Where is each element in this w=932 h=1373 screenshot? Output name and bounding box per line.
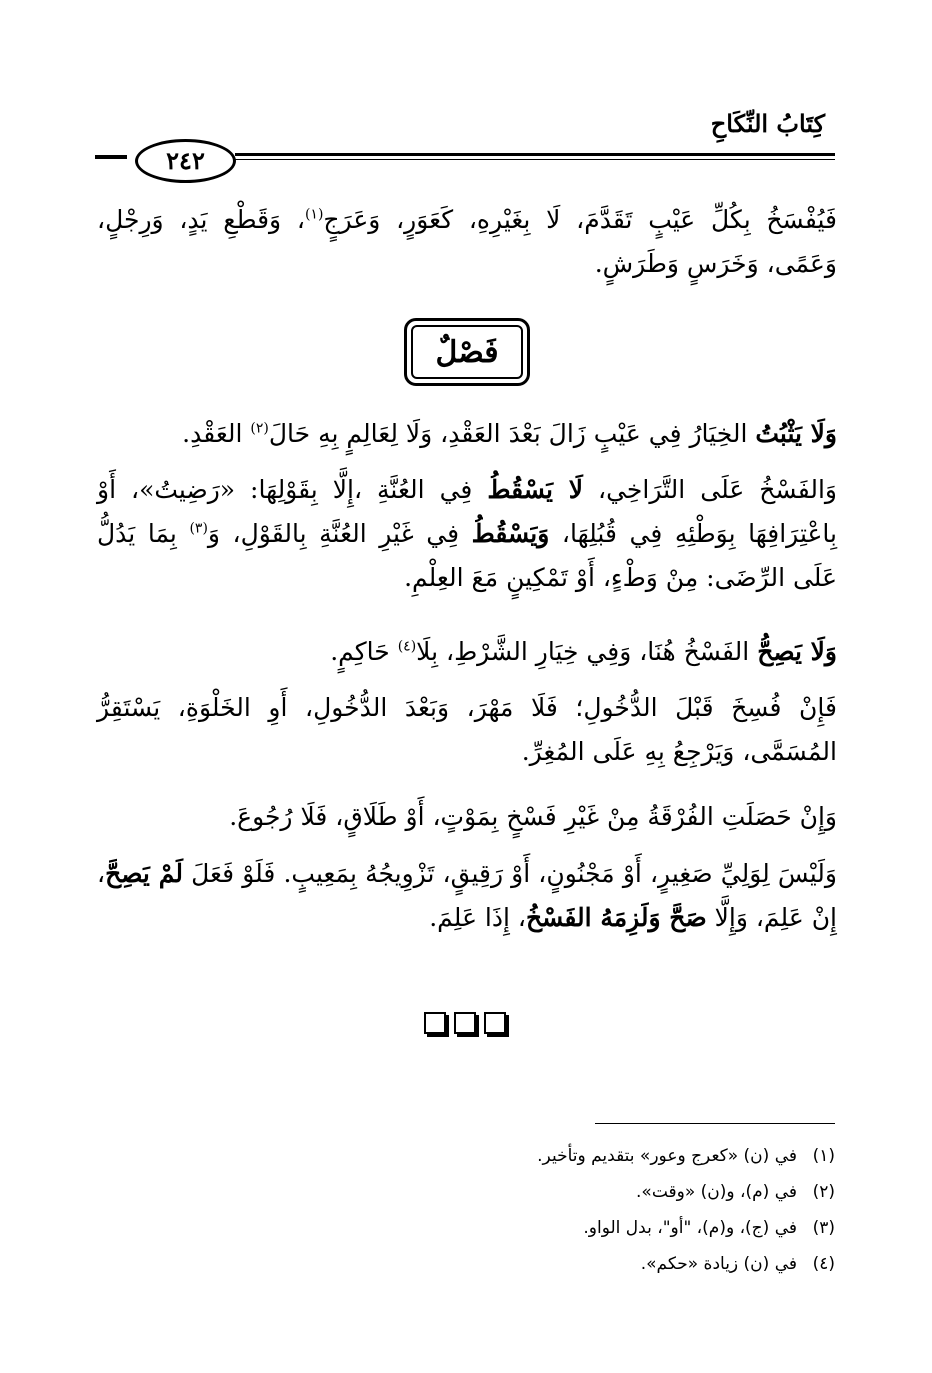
footnote-text: في (ن) «كعرج وعور» بتقديم وتأخير. [537, 1146, 797, 1166]
book-title: كِتَابُ النِّكَاحِ [710, 109, 825, 138]
header-rule-thin [235, 159, 835, 160]
footnote-ref-4: (٤) [397, 638, 417, 655]
p2-bold: وَلَا يَثْبُتُ [755, 419, 837, 448]
footnote-separator [595, 1123, 835, 1124]
paragraph-5 [97, 686, 837, 774]
p7-text: وَلَيْسَ لِوَلِيِّ صَغِيرٍ، أَوْ مَجْنُونٍ، أَوْ رَقِيقٍ، تَزْوِيجُهُ بِمَعِيبٍ. فَلَوْ فَعَلَ [183, 859, 837, 888]
p3-text-2: فِي العُنَّةِ ،إِلَّا بِقَوْلِهَا: «رَضِيتُ»، أَوْ بِاعْتِرَافِهَا بِوَطْئِهِ فِي قُبُلِهَا، [97, 475, 838, 548]
p3-bold-2: وَيَسْقُطُ [471, 518, 550, 548]
section-heading-box [404, 318, 530, 386]
page-number: ٢٤٢ [135, 139, 236, 183]
p5-text: فَإِنْ فُسِخَ قَبْلَ الدُّخُولِ؛ فَلَا مَهْرَ، وَبَعْدَ الدُّخُولِ، أَوِ الخَلْوَةِ، يَسْتَقِرُّ المُسَمَّى، وَيَرْجِعُ بِهِ عَلَى المُغِرِّ. [97, 693, 837, 766]
footnote-number: (٢) [812, 1182, 835, 1202]
paragraph-2 [97, 412, 837, 456]
header-rule [235, 153, 835, 156]
square-icon [484, 1012, 506, 1034]
p6-text: وَإِنْ حَصَلَتِ الفُرْقَةُ مِنْ غَيْرِ فَسْخٍ بِمَوْتٍ، أَوْ طَلَاقٍ، فَلَا رُجُوعَ. [229, 802, 837, 831]
p1-text: فَيُفْسَخُ بِكُلِّ عَيْبٍ تَقَدَّمَ، لَا بِغَيْرِهِ، كَعَوَرٍ، وَعَرَجٍ [323, 205, 837, 234]
square-icon [424, 1012, 446, 1034]
section-end-ornament [424, 1012, 506, 1034]
p4-text-end: حَاكِمٍ. [330, 637, 398, 666]
p3-bold-1: لَا يَسْقُطُ [487, 475, 584, 504]
p3-text-4: بِمَا يَدُلُّ عَلَى الرِّضَى: مِنْ وَطْءٍ، أَوْ تَمْكِينٍ مَعَ العِلْمِ. [97, 518, 837, 592]
footnote-ref-1: (١) [304, 206, 324, 223]
p4-text: الفَسْخُ هُنَا، وَفِي خِيَارِ الشَّرْطِ، بِلَا [416, 637, 758, 666]
p1-text-rest: ، وَقَطْعِ يَدٍ، وَرِجْلٍ، وَعَمًى، وَخَرَسٍ وَطَرَشٍ. [97, 205, 837, 278]
p7-text-3: ، إِذَا عَلِمَ. [429, 902, 526, 932]
paragraph-6 [97, 795, 837, 839]
p3-text: وَالفَسْخُ عَلَى التَّرَاخِي، [583, 475, 837, 504]
footnote-text: في (م)، و(ن) «وقت». [636, 1182, 797, 1202]
footnote-text: في (ج)، و(م)، "أو"، بدل الواو. [583, 1218, 797, 1238]
p7-text-2: ، إِنْ عَلِمَ، وَإِلَّا [97, 859, 837, 932]
paragraph-3 [97, 468, 837, 599]
paragraph-1 [97, 198, 837, 286]
p7-bold-1: لَمْ يَصِحَّ [105, 859, 183, 888]
footnote-number: (١) [812, 1146, 835, 1166]
footnote-number: (٣) [812, 1218, 835, 1238]
footnote-1 [95, 1138, 835, 1174]
page-header [95, 105, 835, 185]
paragraph-4 [97, 630, 837, 674]
footnote-2 [95, 1174, 835, 1210]
header-dash [95, 155, 127, 159]
p4-bold: وَلَا يَصِحُّ [757, 637, 837, 666]
footnotes [95, 1138, 835, 1282]
p7-bold-2: صَحَّ وَلَزِمَهُ الفَسْخُ [525, 902, 707, 932]
square-icon [454, 1012, 476, 1034]
footnote-ref-3: (٣) [189, 520, 208, 537]
p2-text: الخِيَارُ فِي عَيْبٍ زَالَ بَعْدَ العَقْدِ، وَلَا لِعَالِمٍ بِهِ حَالَ [268, 419, 756, 448]
footnote-text: في (ن) زيادة «حكم». [640, 1254, 797, 1274]
footnote-number: (٤) [812, 1254, 835, 1274]
footnote-ref-2: (٢) [250, 420, 269, 437]
footnote-4 [95, 1246, 835, 1282]
p3-text-3: فِي غَيْرِ العُنَّةِ بِالقَوْلِ، وَ [207, 518, 472, 548]
footnote-3 [95, 1210, 835, 1246]
section-heading: فَصْلٌ [411, 325, 523, 379]
paragraph-7 [97, 852, 837, 940]
p2-text-end: العَقْدِ. [182, 419, 251, 448]
